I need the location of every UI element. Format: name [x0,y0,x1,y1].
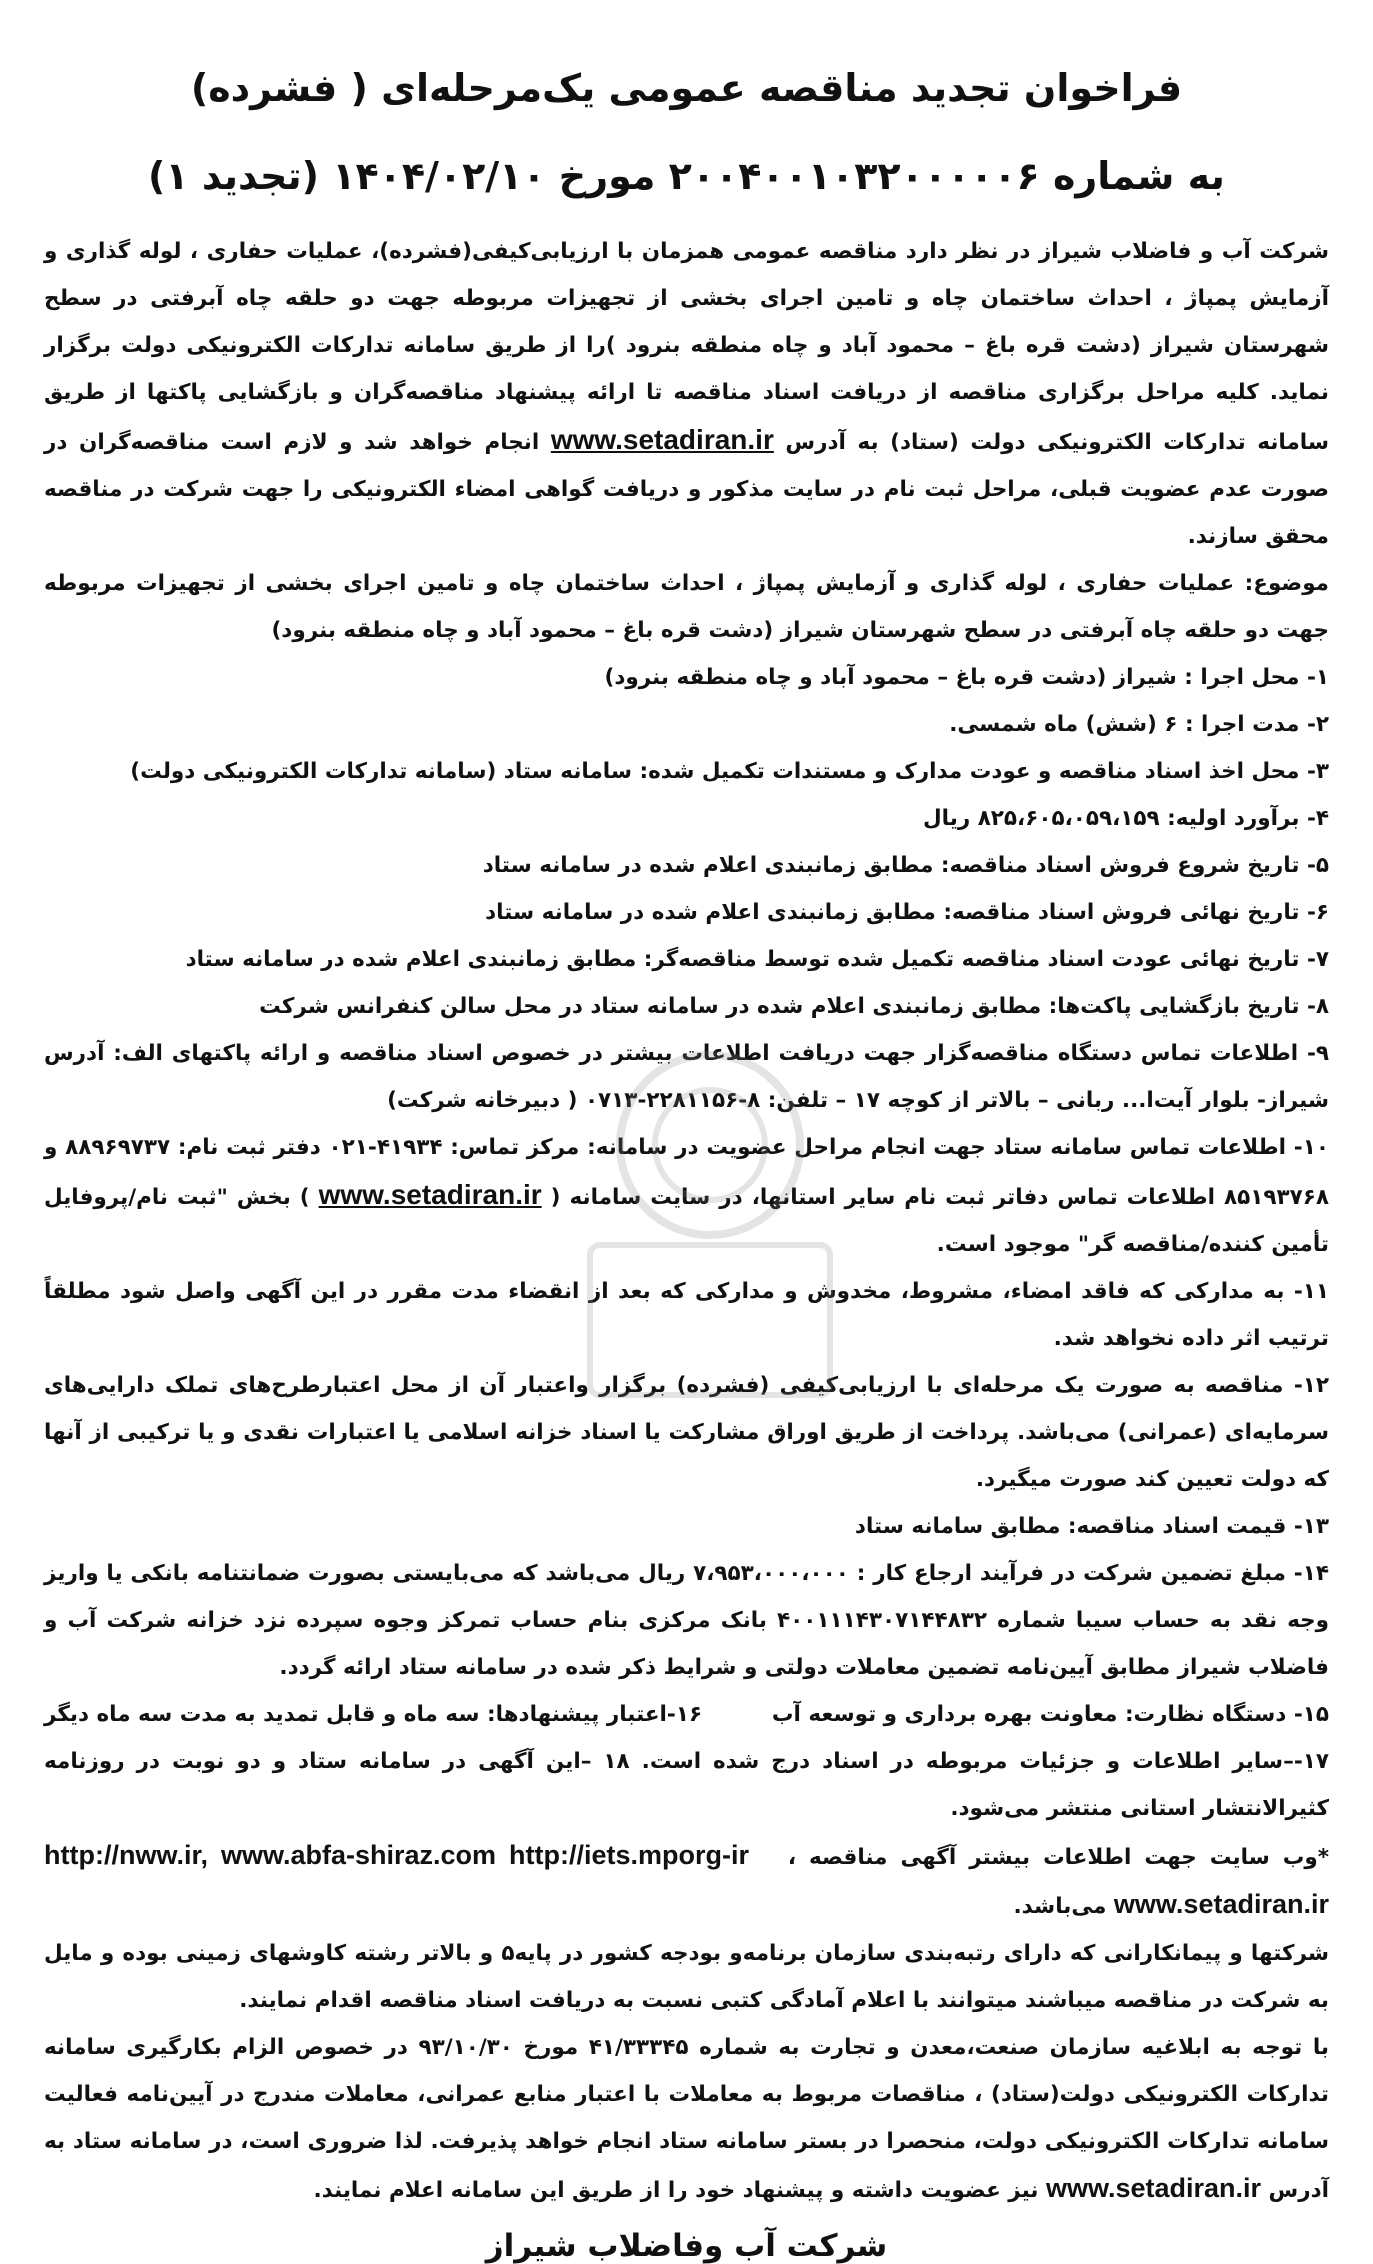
notice-body [44,228,1329,2214]
subject-paragraph: موضوع: عملیات حفاری ، لوله گذاری و آزمایش پمپاژ ، احداث ساختمان چاه و تامین اجرای بخشی از تجهیزات مربوطه جهت دو حلقه چاه آبرفتی در سطح شهرستان شیراز (دشت قره باغ – محمود آباد و چاه منطقه بنرود) [44,571,1329,643]
item-2: ۲- مدت اجرا : ۶ (شش) ماه شمسی. [949,712,1329,737]
intro-text-continued: انجام خواهد شد و لازم است مناقصه‌گران در صورت عدم عضویت قبلی، مراحل ثبت نام در سایت مذکور و دریافت گواهی امضاء الکترونیکی را جهت شرکت در مناقصه محقق سازند. [44,430,1329,549]
item-11: ۱۱- به مدارکی که فاقد امضاء، مشروط، مخدوش و مدارکی که بعد از انقضاء مدت مقرر در این آگهی واصل شود مطلقاً ترتیب اثر داده نخواهد شد. [44,1279,1329,1351]
item-16: ۱۶-اعتبار پیشنهادها: سه ماه و قابل تمدید به مدت سه ماه دیگر [44,1702,703,1727]
item-9: ۹- اطلاعات تماس دستگاه مناقصه‌گزار جهت دریافت اطلاعات بیشتر در خصوص اسناد مناقصه و ارائه پاکتهای الف: آدرس شیراز- بلوار آیت‌ا... ربانی – بالاتر از کوچه ۱۷ – تلفن: ۸-۲۲۸۱۱۵۶-۰۷۱۳ ( دبیرخانه شرکت) [44,1041,1329,1113]
notice-tail: نیز عضویت داشته و پیشنهاد خود را از طریق این سامانه اعلام نمایند. [313,2178,1039,2203]
notice-text: با توجه به ابلاغیه سازمان صنعت،معدن و تجارت به شماره ۴۱/۳۳۳۴۵ مورخ ۹۳/۱۰/۳۰ در خصوص الزام بکارگیری سامانه تدارکات الکترونیکی دولت(ستاد) ، مناقصات مربوط به معاملات با اعتبار منابع عمرانی، معاملات مندرج در آیین‌نامه فعالیت سامانه تدارکات الکترونیکی دولت، منحصرا در بستر سامانه ستاد انجام خواهد پذیرفت. لذا ضروری است، در سامانه ستاد به آدرس [44,2035,1329,2203]
item-13: ۱۳- قیمت اسناد مناقصه: مطابق سامانه ستاد [854,1514,1329,1539]
item-8: ۸- تاریخ بازگشایی پاکت‌ها: مطابق زمانبندی اعلام شده در سامانه ستاد در محل سالن کنفرانس شرکت [259,994,1329,1019]
websites-suffix: می‌باشد. [1013,1894,1107,1919]
intro-paragraph [44,228,1329,560]
notice-url: www.setadiran.ir [1045,2173,1262,2203]
item-17: ۱۷-–سایر اطلاعات و جزئیات مربوطه در اسناد درج شده است. ۱۸ –این آگهی در سامانه ستاد و دو نوبت در روزنامه کثیرالانتشار استانی منتشر می‌شود. [44,1749,1329,1821]
notice-title: فراخوان تجدید مناقصه عمومی یک‌مرحله‌ای ( فشرده) [190,66,1183,110]
company-signature: شرکت آب وفاضلاب شیراز [485,2228,888,2264]
item-10-text: ۱۰- اطلاعات تماس سامانه ستاد جهت انجام مراحل عضویت در سامانه: مرکز تماس: ۴۱۹۳۴-۰۲۱ دفتر ثبت نام: ۸۸۹۶۹۷۳۷ و ۸۵۱۹۳۷۶۸ اطلاعات تماس دفاتر ثبت نام سایر استانها، در سایت سامانه ( [44,1135,1329,1210]
item-4: ۴- برآورد اولیه: ۸۲۵،۶۰۵،۰۵۹،۱۵۹ ریال [923,806,1329,831]
websites-url-setadiran: www.setadiran.ir [1113,1889,1329,1919]
setadiran-link-2[interactable]: www.setadiran.ir [318,1179,542,1210]
item-15-16-row [44,1691,1329,1738]
item-15: ۱۵- دستگاه نظارت: معاونت بهره برداری و توسعه آب [771,1702,1329,1727]
item-6: ۶- تاریخ نهائی فروش اسناد مناقصه: مطابق زمانبندی اعلام شده در سامانه ستاد [485,900,1329,925]
notice-paragraph [44,2024,1329,2214]
item-12: ۱۲- مناقصه به صورت یک مرحله‌ای با ارزیابی‌کیفی (فشرده) برگزار واعتبار آن از محل اعتبارطرح‌های تملک دارایی‌های سرمایه‌ای (عمرانی) می‌باشد. پرداخت از طریق اوراق مشارکت یا اسناد خزانه اسلامی یا اعتبارات نقدی و یا ترکیبی از آنها که دولت تعیین کند صورت میگیرد. [44,1373,1329,1492]
intro-text: شرکت آب و فاضلاب شیراز در نظر دارد مناقصه عمومی همزمان با ارزیابی‌کیفی(فشرده)، عملیات حفاری ، لوله گذاری و آزمایش پمپاژ ، احداث ساختمان چاه و تامین اجرای بخشی از تجهیزات مربوطه جهت دو حلقه چاه آبرفتی در سطح شهرستان شیراز (دشت قره باغ – محمود آباد و چاه منطقه بنرود )را از طریق سامانه تدارکات الکترونیکی دولت برگزار نماید. کلیه مراحل برگزاری مناقصه از دریافت اسناد مناقصه تا ارائه پیشنهاد مناقصه‌گران و بازگشایی پاکتها از طریق سامانه تدارکات الکترونیکی دولت (ستاد) به آدرس [44,239,1329,455]
item-14: ۱۴- مبلغ تضمین شرکت در فرآیند ارجاع کار : ۷،۹۵۳،۰۰۰،۰۰۰ ریال می‌باشد که می‌بایستی بصورت ضمانتنامه بانکی یا واریز وجه نقد به حساب سیبا شماره ۴۰۰۱۱۱۴۳۰۷۱۴۴۸۳۲ بانک مرکزی بنام حساب تمرکز وجوه سپرده نزد خزانه شرکت آب و فاضلاب شیراز مطابق آیین‌نامه تضمین معاملات دولتی و شرایط ذکر شده در سامانه ستاد ارائه گردد. [44,1561,1329,1680]
item-7: ۷- تاریخ نهائی عودت اسناد مناقصه تکمیل شده توسط مناقصه‌گر: مطابق زمانبندی اعلام شده در سامانه ستاد [185,947,1329,972]
notice-number: به شماره ۲۰۰۴۰۰۱۰۳۲۰۰۰۰۰۶ مورخ ۱۴۰۴/۰۲/۱۰ (تجدید ۱) [148,154,1225,198]
setadiran-link[interactable]: www.setadiran.ir [550,424,774,455]
item-10 [44,1124,1329,1268]
item-3: ۳- محل اخذ اسناد مناقصه و عودت مدارک و مستندات تکمیل شده: سامانه ستاد (سامانه تدارکات الکترونیکی دولت) [130,759,1329,784]
item-10-text-continued: ) بخش "ثبت نام/پروفایل تأمین کننده/مناقصه گر" موجود است. [44,1185,1329,1257]
websites-separator: ، [787,1845,797,1870]
item-1: ۱- محل اجرا : شیراز (دشت قره باغ – محمود آباد و چاه منطقه بنرود) [604,665,1329,690]
websites-prefix: *وب سایت جهت اطلاعات بیشتر آگهی مناقصه [809,1845,1329,1870]
contractors-paragraph: شرکتها و پیمانکارانی که دارای رتبه‌بندی سازمان برنامه‌و بودجه کشور در پایه۵ و بالاتر رشته کاوشهای زمینی بوده و مایل به شرکت در مناقصه میباشند میتوانند با اعلام آمادگی کتبی نسبت به دریافت اسناد مناقصه اقدام نمایند. [44,1941,1329,2013]
item-5: ۵- تاریخ شروع فروش اسناد مناقصه: مطابق زمانبندی اعلام شده در سامانه ستاد [482,853,1329,878]
websites-urls: http://nww.ir, www.abfa-shiraz.com http://iets.mporg-ir [44,1840,749,1870]
websites-paragraph [44,1832,1329,1930]
